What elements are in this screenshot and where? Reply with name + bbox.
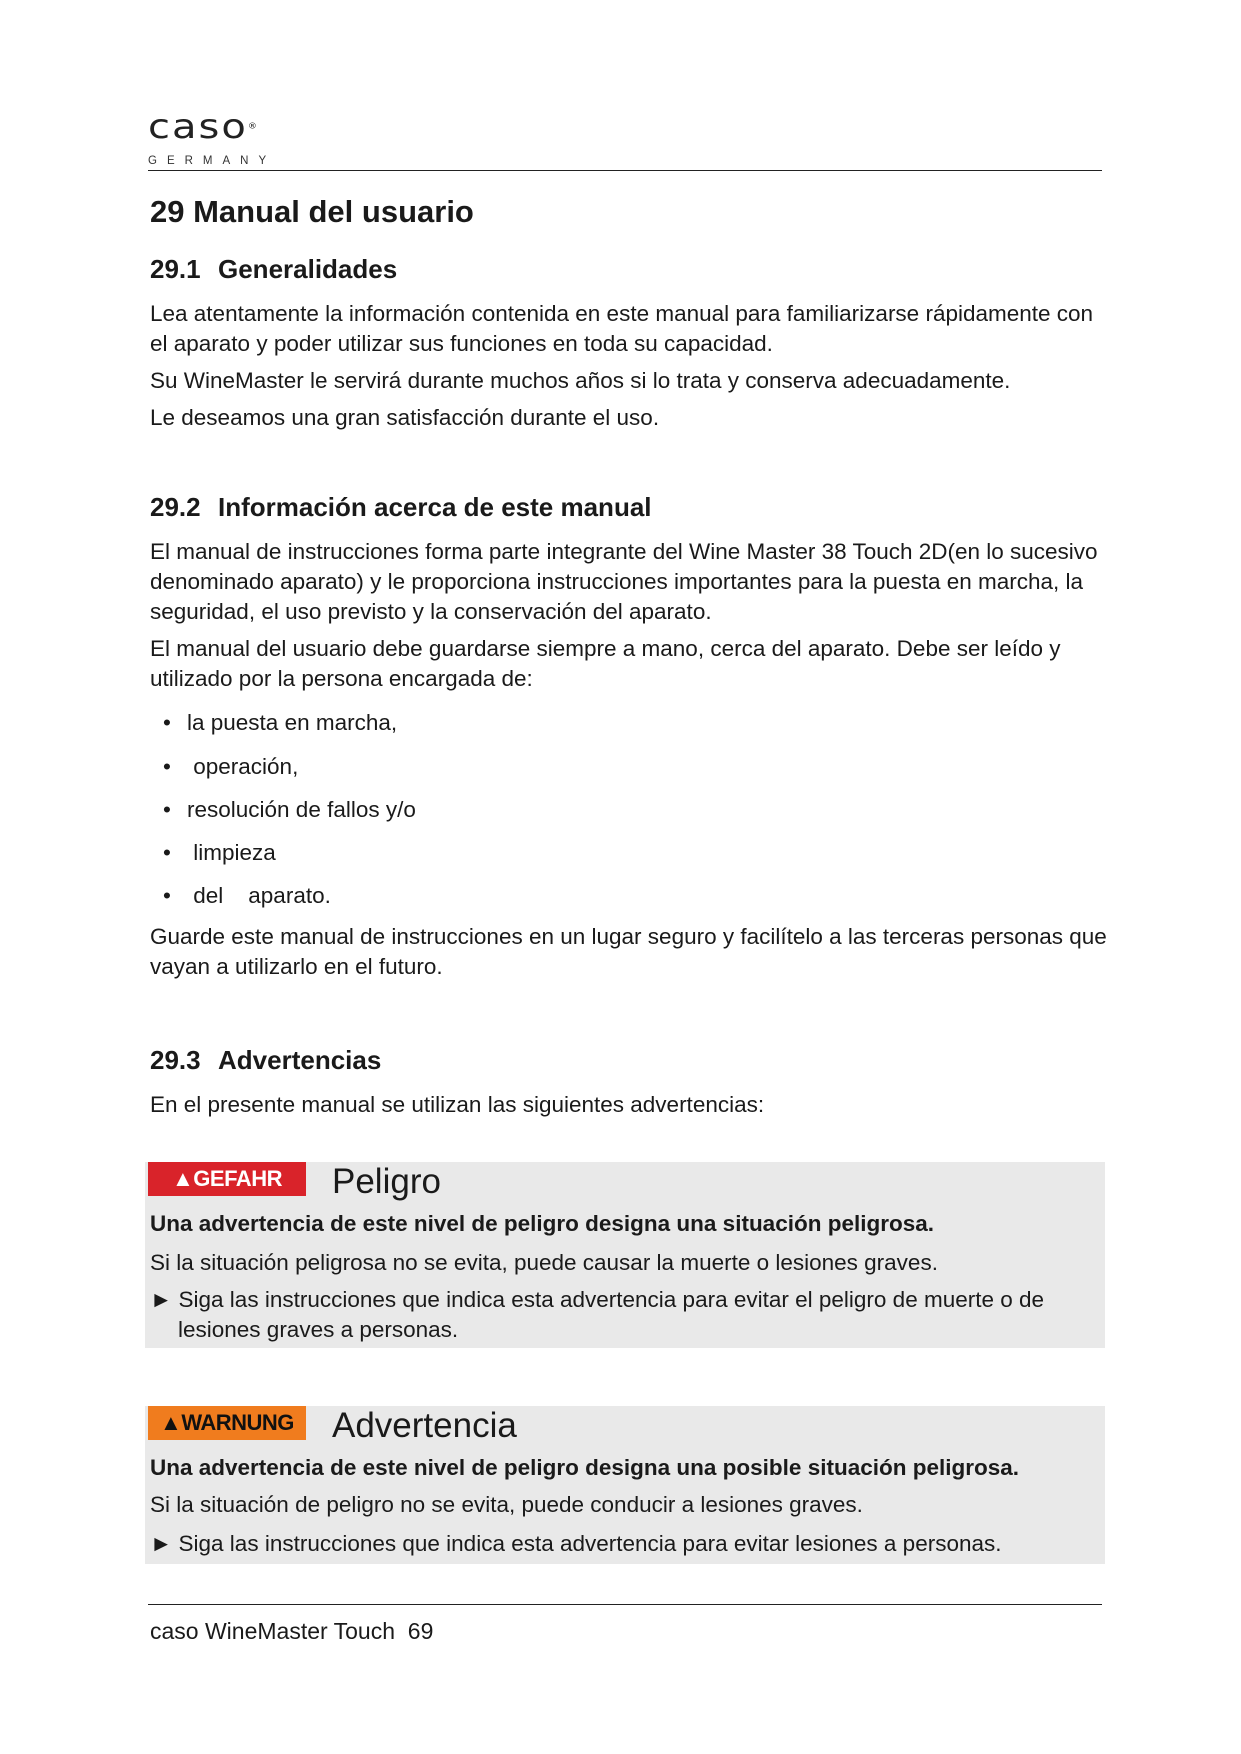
list-item: • del aparato. — [163, 883, 331, 908]
warning-consequence: Si la situación peligrosa no se evita, puede causar la muerte o lesiones graves. — [150, 1250, 938, 1275]
list-item: • la puesta en marcha, — [163, 710, 398, 735]
warning-title: Peligro — [332, 1162, 441, 1201]
logo-wordmark: caso® — [148, 107, 259, 147]
warning-consequence: Si la situación de peligro no se evita, puede conducir a lesiones graves. — [150, 1492, 863, 1517]
paragraph: Lea atentamente la información contenida en este manual para familiarizarse rápidamente con el aparato y poder utilizar sus funciones en toda su capacidad. — [150, 301, 1094, 356]
footer-rule — [148, 1604, 1102, 1605]
warning-instruction: ► Siga las instrucciones que indica esta advertencia para evitar el peligro de muerte o de lesiones graves a personas. — [150, 1287, 1045, 1342]
paragraph: El manual del usuario debe guardarse siempre a mano, cerca del aparato. Debe ser leído y utilizado por la persona encargada de: — [150, 636, 1061, 691]
header-rule — [148, 170, 1102, 171]
list-item: • operación, — [163, 754, 299, 779]
paragraph: Su WineMaster le servirá durante muchos años si lo trata y conserva adecuadamente. — [150, 368, 1011, 393]
list-item: • limpieza — [163, 840, 276, 865]
logo-subtitle: GERMANY — [148, 155, 277, 167]
paragraph: En el presente manual se utilizan las siguientes advertencias: — [150, 1092, 765, 1117]
warnung-badge: ▲WARNUNG — [148, 1406, 306, 1440]
paragraph: El manual de instrucciones forma parte integrante del Wine Master 38 Touch 2D(en lo sucesivo denominado aparato) y le proporciona instrucciones importantes para la puesta en marcha, la seguridad, el uso previsto y la conservación del aparato. — [150, 539, 1098, 624]
warning-description: Una advertencia de este nivel de peligro designa una situación peligrosa. — [150, 1211, 934, 1236]
brand-logo — [148, 107, 278, 168]
warning-title: Advertencia — [332, 1406, 517, 1445]
section-heading-generalidades: 29.1 Generalidades — [150, 254, 398, 284]
danger-warning-box — [145, 1162, 1105, 1348]
paragraph: Guarde este manual de instrucciones en un lugar seguro y facilítelo a las terceras personas que vayan a utilizarlo en el futuro. — [150, 924, 1107, 979]
paragraph: Le deseamos una gran satisfacción durante el uso. — [150, 405, 660, 430]
warning-warning-box — [145, 1406, 1105, 1564]
section-heading-informacion: 29.2 Información acerca de este manual — [150, 492, 652, 522]
warning-instruction: ► Siga las instrucciones que indica esta advertencia para evitar lesiones a personas. — [150, 1531, 1002, 1556]
page-footer: caso WineMaster Touch 69 — [150, 1618, 434, 1644]
section-heading-advertencias: 29.3 Advertencias — [150, 1045, 382, 1075]
gefahr-badge: ▲GEFAHR — [148, 1162, 306, 1196]
page-title: 29 Manual del usuario — [150, 194, 474, 229]
list-item: • resolución de fallos y/o — [163, 797, 416, 822]
warning-description: Una advertencia de este nivel de peligro designa una posible situación peligrosa. — [150, 1455, 1019, 1480]
